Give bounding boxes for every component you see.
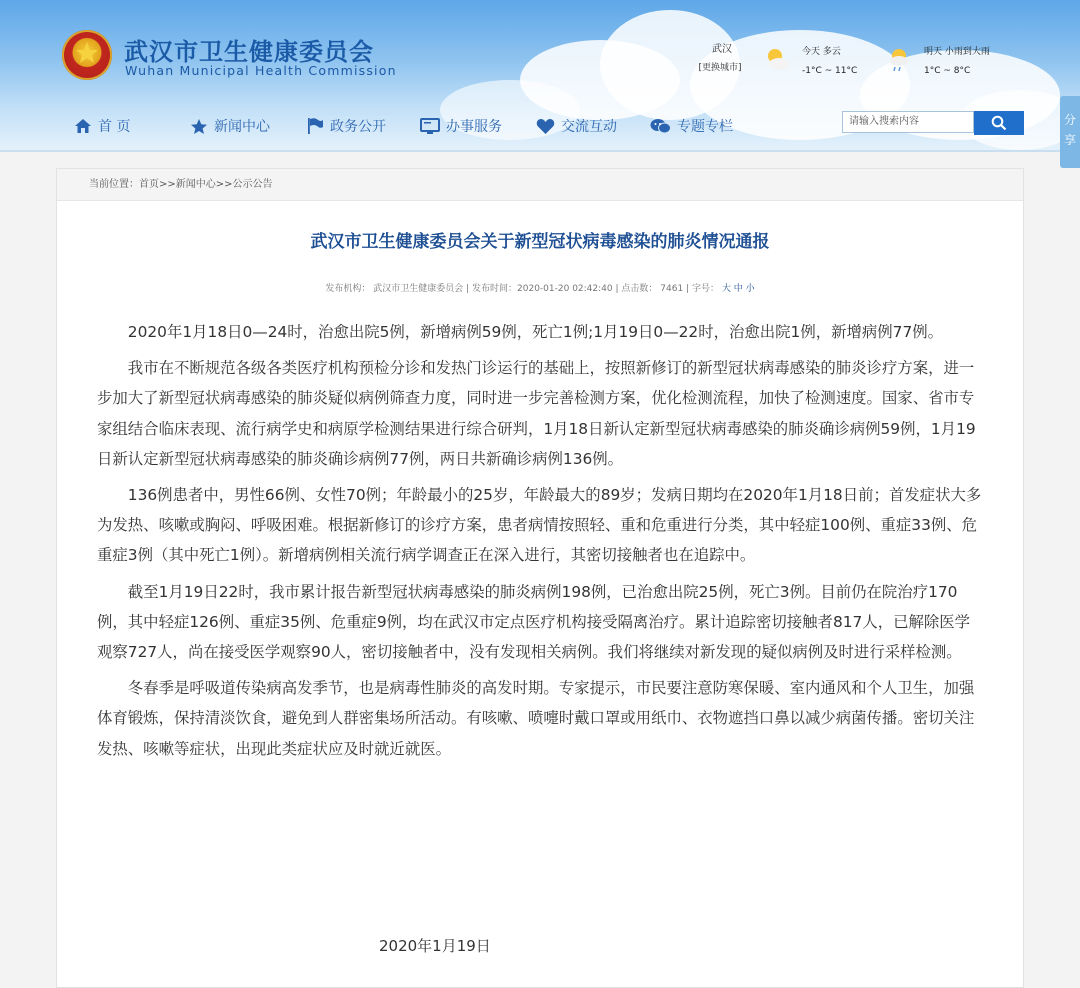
- article-paragraph: 136例患者中，男性66例、女性70例；年龄最小的25岁，年龄最大的89岁；发病日期均在2020年1月18日前；首发症状大多为发热、咳嗽或胸闷、呼吸困难。根据新修订的诊疗方案，患者病情按照轻、重和危重进行分类，其中轻症100例、重症33例、危重症3例（其中死亡1例）。新增病例相关流行病学调查正在深入进行，其密切接触者也在追踪中。: [97, 486, 982, 565]
- meta-font-label: 字号：: [691, 284, 719, 294]
- weather-tomorrow: 明天 小雨到大雨: [924, 47, 990, 57]
- current-city: 武汉: [712, 44, 732, 55]
- search-input[interactable]: 请输入搜索内容: [842, 111, 974, 133]
- article-paragraph: 我市在不断规范各级各类医疗机构预检分诊和发热门诊运行的基础上，按照新修订的新型冠状病毒感染的肺炎诊疗方案，进一步加大了新型冠状病毒感染的肺炎疑似病例筛查力度，同时进一步完善检测方案，优化检测流程，加快了检测速度。国家、省市专家组结合临床表现、流行病学史和病原学检测结果进行综合研判，1月18日新认定新型冠状病毒感染的肺炎确诊病例59例，1月19日新认定新型冠状病毒感染的肺炎确诊病例77例，两日共新确诊病例136例。: [97, 359, 976, 468]
- article-meta: [57, 281, 1023, 294]
- change-city-link[interactable]: [更换城市]: [698, 63, 742, 73]
- breadcrumb-prefix: 当前位置：: [89, 179, 139, 190]
- weather-today: 今天 多云: [802, 47, 841, 57]
- article-date: 2020年1月19日: [379, 937, 491, 955]
- nav-government-affairs[interactable]: [306, 115, 386, 137]
- search-button[interactable]: [974, 111, 1024, 135]
- home-icon: [74, 118, 92, 134]
- meta-divider: |: [615, 284, 622, 294]
- monitor-icon: [420, 118, 440, 135]
- meta-clicks: 7461: [660, 284, 684, 294]
- nav-services[interactable]: [420, 115, 502, 137]
- site-header: [0, 0, 1080, 152]
- meta-org: 武汉市卫生健康委员会: [373, 284, 464, 294]
- nav-label: 交流互动: [561, 119, 617, 135]
- meta-time-label: 发布时间：: [472, 284, 518, 294]
- font-size-medium-button[interactable]: 中: [733, 284, 743, 294]
- star-icon: [190, 118, 208, 135]
- star-icon: [72, 39, 102, 69]
- article-title: 武汉市卫生健康委员会关于新型冠状病毒感染的肺炎情况通报: [310, 232, 770, 252]
- nav-label: 首 页: [98, 119, 131, 135]
- flag-icon: [306, 117, 324, 135]
- article-paragraph: 2020年1月18日0—24时，治愈出院5例，新增病例59例，死亡1例;1月19日0—22时，治愈出院1例，新增病例77例。: [127, 323, 944, 341]
- breadcrumb-item-home[interactable]: 首页: [139, 179, 159, 190]
- breadcrumb-item-news-center[interactable]: 新闻中心: [175, 179, 216, 190]
- nav-label: 政务公开: [330, 119, 386, 135]
- national-emblem-logo[interactable]: [62, 30, 112, 80]
- meta-org-label: 发布机构：: [325, 284, 371, 294]
- search-icon: [991, 115, 1007, 131]
- breadcrumb-separator: >>: [215, 179, 233, 190]
- weather-today-temp: -1°C ~ 11°C: [802, 66, 858, 76]
- meta-time: 2020-01-20 02:42:40: [517, 284, 613, 294]
- header-divider: [0, 150, 1080, 152]
- nav-interaction[interactable]: [536, 115, 617, 137]
- nav-home[interactable]: [74, 115, 130, 137]
- article-paragraph: 冬春季是呼吸道传染病高发季节，也是病毒性肺炎的高发时期。专家提示，市民要注意防寒保暖、室内通风和个人卫生，加强体育锻炼，保持清淡饮食，避免到人群密集场所活动。有咳嗽、喷嚏时戴口罩或用纸巾、衣物遮挡口鼻以减少病菌传播。密切关注发热、咳嗽等症状，出现此类症状应及时就近就医。: [97, 679, 975, 758]
- share-label: 分: [1063, 113, 1076, 127]
- nav-label: 办事服务: [446, 119, 502, 135]
- chat-icon: [650, 118, 671, 135]
- site-title-english: Wuhan Municipal Health Commission: [125, 63, 397, 78]
- site-title[interactable]: 武汉市卫生健康委员会: [124, 38, 374, 66]
- weather-tomorrow-temp: 1°C ~ 8°C: [924, 66, 971, 76]
- share-button[interactable]: [1060, 96, 1080, 168]
- sun-cloud-icon: [762, 44, 792, 74]
- nav-news-center[interactable]: [190, 115, 270, 137]
- breadcrumb-separator: >>: [159, 179, 176, 190]
- meta-divider: |: [686, 284, 692, 294]
- article-paragraph: 截至1月19日22时，我市累计报告新型冠状病毒感染的肺炎病例198例，已治愈出院25例，死亡3例。目前仍在院治疗170例，其中轻症126例、重症35例、危重症9例，均在武汉市定点医疗机构接受隔离治疗。累计追踪密切接触者817人，已解除医学观察727人，尚在接受医学观察90人，密切接触者中，没有发现相关病例。我们将继续对新发现的疑似病例及时进行采样检测。: [97, 582, 971, 662]
- breadcrumb: [57, 169, 1023, 201]
- share-label: 享: [1063, 133, 1076, 147]
- breadcrumb-item-announcements[interactable]: 公示公告: [232, 179, 273, 190]
- meta-clicks-label: 点击数：: [621, 284, 658, 294]
- nav-label: 新闻中心: [214, 119, 270, 135]
- font-size-large-button[interactable]: 大: [721, 284, 731, 294]
- heart-icon: [536, 118, 555, 135]
- font-size-small-button[interactable]: 小: [745, 284, 755, 294]
- sun-rain-icon: [884, 44, 914, 74]
- nav-label: 专题专栏: [677, 119, 733, 135]
- meta-divider: |: [466, 284, 473, 294]
- nav-special-topics[interactable]: [650, 115, 733, 137]
- article-body: [97, 317, 983, 770]
- article-panel: [56, 168, 1024, 988]
